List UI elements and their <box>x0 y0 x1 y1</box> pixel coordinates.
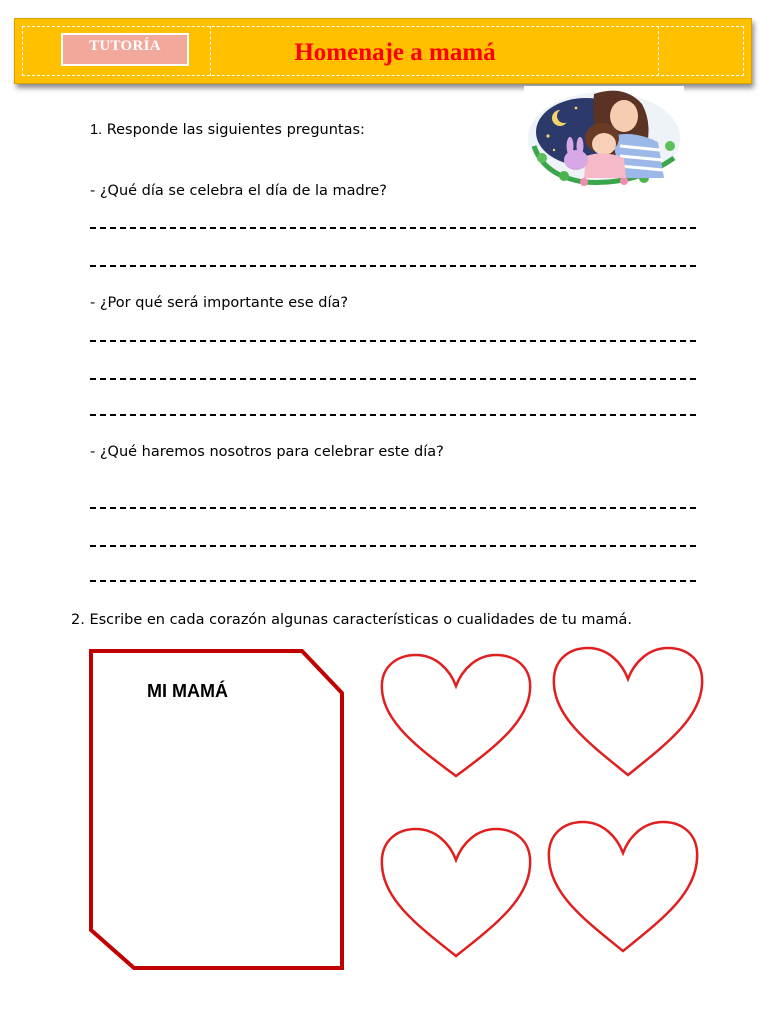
section1-number: 1. <box>90 122 103 138</box>
heart-icon[interactable] <box>546 819 700 957</box>
section1-instruction <box>90 122 365 138</box>
tutoria-badge <box>61 33 189 66</box>
answer-line[interactable] <box>90 414 696 416</box>
question-3: - ¿Qué haremos nosotros para celebrar este día? <box>90 444 444 460</box>
section1-instruction-text: Responde las siguientes preguntas: <box>106 122 365 138</box>
header-divider-left <box>210 26 211 76</box>
heart-icon[interactable] <box>378 652 534 782</box>
page-title: Homenaje a mamá <box>294 39 496 66</box>
heart-icon[interactable] <box>378 826 534 962</box>
question-1: - ¿Qué día se celebra el día de la madre? <box>90 183 388 199</box>
mi-mama-label: MI MAMÁ <box>147 681 228 701</box>
header-banner <box>14 18 752 84</box>
answer-line[interactable] <box>90 545 696 547</box>
answer-line[interactable] <box>90 378 696 380</box>
header-divider-right <box>658 26 659 76</box>
answer-line[interactable] <box>90 265 696 267</box>
heart-icon[interactable] <box>551 645 705 781</box>
answer-line[interactable] <box>90 227 696 229</box>
tutoria-badge-label: TUTORÍA <box>89 38 161 54</box>
question-2: - ¿Por qué será importante ese día? <box>90 295 349 311</box>
answer-line[interactable] <box>90 340 696 342</box>
section2-instruction: 2. Escribe en cada corazón algunas características o cualidades de tu mamá. <box>71 612 633 628</box>
answer-line[interactable] <box>90 507 696 509</box>
mother-child-illustration <box>524 86 684 188</box>
answer-line[interactable] <box>90 580 696 582</box>
